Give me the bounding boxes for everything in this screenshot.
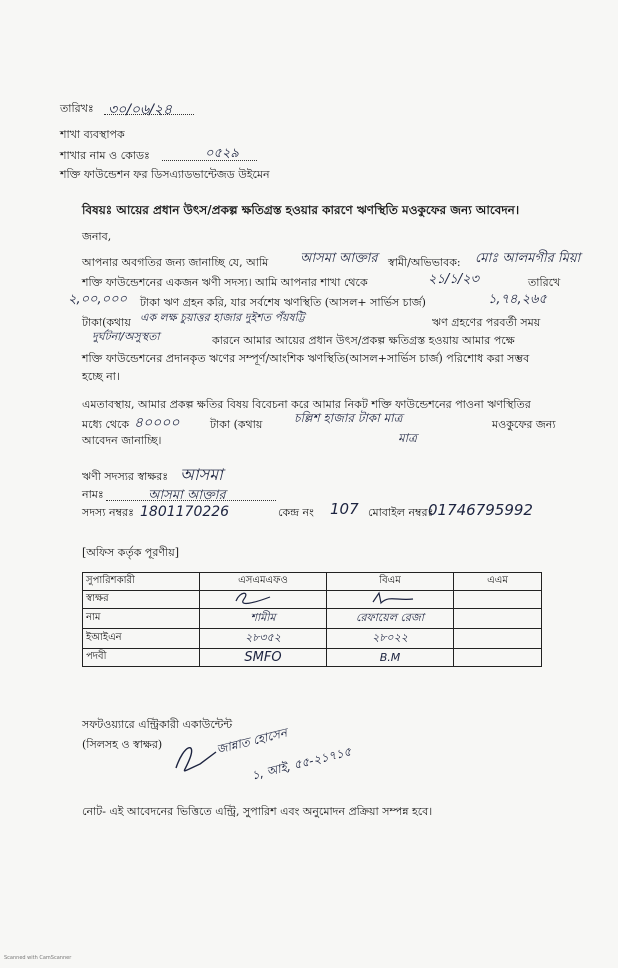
balance-handwritten: ১,৭৪,২৬৫: [488, 292, 547, 307]
subject: বিষয়ঃ আয়ের প্রধান উৎস/প্রকল্প ক্ষতিগ্রস্ত হওয়ার কারণে ঋণস্থিতি মওকুফের জন্য আবেদন।: [82, 203, 520, 217]
branch-value: ০৫২৯: [205, 146, 239, 161]
signature-cell: [454, 591, 542, 609]
guardian-name-handwritten: মোঃ আলমগীর মিয়া: [475, 251, 581, 266]
office-heading: [অফিস কর্তৃক পূরণীয়]: [82, 546, 179, 559]
member-name-handwritten: আসমা আক্তার: [300, 251, 378, 266]
bm-name: রেফায়েল রেজা: [327, 609, 454, 629]
table-row: [83, 591, 542, 609]
date-label: তারিখঃ: [60, 102, 94, 115]
accountant-name-handwritten: জান্নাত হোসেন: [215, 725, 289, 757]
row-label: ইআইএন: [83, 629, 200, 649]
waiver-amount-handwritten: ৪০০০০: [134, 415, 180, 431]
p1-line2-b: তারিখে: [528, 276, 561, 289]
p1-line5-b: কারনে আমার আয়ের প্রধান উৎস/প্রকল্প ক্ষতিগ্রস্ত হওয়ায় আমার পক্ষে: [212, 334, 515, 347]
am-name: [454, 609, 542, 629]
scanner-watermark: Scanned with CamScanner: [4, 955, 72, 961]
center-label: কেন্দ্র নং: [278, 506, 314, 519]
am-ein: [454, 629, 542, 649]
signature-cell: [327, 591, 454, 609]
salutation: জনাব,: [82, 230, 112, 243]
member-signature: আসমা: [180, 465, 223, 484]
member-number-label: সদস্য নম্বরঃ: [82, 506, 134, 519]
p1-line1-b: স্বামী/অভিভাবক:: [388, 256, 461, 269]
bm-designation: B.M: [327, 649, 454, 667]
branch-underline: [162, 160, 257, 161]
p2-line2-b: টাকা (কথায়: [210, 418, 263, 431]
bm-signature-icon: [369, 591, 429, 605]
smfo-signature-icon: [230, 591, 290, 605]
mobile-label: মোবাইল নম্বরঃ: [368, 506, 434, 519]
member-name-label: নামঃ: [82, 488, 104, 501]
column-header: বিএম: [327, 573, 454, 591]
table-row: [83, 609, 542, 629]
signature-cell: [200, 591, 327, 609]
am-designation: [454, 649, 542, 667]
software-line2: (সিলসহ ও স্বাক্ষর): [82, 738, 163, 751]
p2-line1: এমতাবস্থায়, আমার প্রকল্প ক্ষতির বিষয় বিবেচনা করে আমার নিকট শক্তি ফাউন্ডেশনের পাওনা ঋণস্থিতির: [82, 398, 531, 411]
waiver-words-continued: মাত্র: [398, 431, 417, 445]
table-row: [83, 649, 542, 667]
member-number-value: 1801170226: [140, 504, 230, 520]
waiver-words-handwritten: চল্লিশ হাজার টাকা মাত্র: [294, 411, 403, 425]
smfo-name: শামীম: [200, 609, 327, 629]
loan-amount-handwritten: ২,০০,০০০: [68, 292, 127, 307]
footer-note: নোট- এই আবেদনের ভিত্তিতে এন্ট্রি, সুপারিশ এবং অনুমোদন প্রক্রিয়া সম্পন্ন হবে।: [82, 805, 433, 818]
member-sign-label: ঋণী সদস্যর স্বাক্ষরঃ: [82, 470, 169, 483]
smfo-designation: SMFO: [200, 649, 327, 667]
p1-line3-a: টাকা ঋণ গ্রহন করি, যার সর্বশেষ ঋণস্থিতি (আসল+ সার্ভিস চার্জ): [140, 296, 426, 309]
org-line: শক্তি ফাউন্ডেশন ফর ডিসএ্যাডভান্টেজড উইমেন: [60, 168, 270, 181]
p1-line1-a: আপনার অবগতির জন্য জানাচ্ছি যে, আমি: [82, 256, 269, 269]
p1-line7: হচ্ছে না।: [82, 370, 120, 383]
p2-line2-c: মওকুফের জন্য: [492, 418, 556, 431]
software-line1: সফটওয়্যারে এন্ট্রিকারী একাউন্টেন্ট: [82, 718, 233, 731]
column-header: এসএমএফও: [200, 573, 327, 591]
center-value: 107: [330, 500, 359, 518]
p1-line4-a: টাকা(কথায়: [82, 316, 131, 329]
smfo-ein: ২৮৩৫২: [200, 629, 327, 649]
addressee: শাখা ব্যবস্থাপক: [60, 128, 125, 141]
balance-words-handwritten: এক লক্ষ চুয়াত্তর হাজার দুইশত পঁয়ষট্টি: [140, 311, 305, 324]
row-label: পদবী: [83, 649, 200, 667]
p2-line2-a: মধ্যে থেকে: [82, 418, 130, 431]
accountant-id-handwritten: ১, আই, ৫৫-২১৭১৫: [250, 744, 353, 783]
approval-table: [82, 572, 542, 667]
table-row: [83, 629, 542, 649]
branch-label: শাখার নাম ও কোডঃ: [60, 149, 150, 162]
bm-ein: ২৮০২২: [327, 629, 454, 649]
p1-line4-b: ঋণ গ্রহণের পরবর্তী সময়: [432, 316, 541, 329]
p1-line6: শক্তি ফাউন্ডেশনের প্রদানকৃত ঋণের সম্পূর্ণ/আংশিক ঋণস্থিতি(আসল+সার্ভিস চার্জ) পরিশোধ করা সম্ভব: [82, 352, 530, 365]
member-name-value: আসমা আক্তার: [148, 488, 226, 503]
mobile-value: 01746795992: [428, 501, 533, 519]
reason-handwritten: দুর্ঘটনা/অসুস্থতা: [92, 330, 160, 343]
loan-date-handwritten: ২১/১/২৩: [428, 272, 479, 287]
date-underline: [104, 114, 194, 115]
column-header: সুপারিশকারী: [83, 573, 200, 591]
p2-line3: আবেদন জানাচ্ছি।: [82, 434, 162, 447]
p1-line2-a: শক্তি ফাউন্ডেশনের একজন ঋণী সদস্য। আমি আপনার শাখা থেকে: [82, 276, 368, 289]
column-header: এএম: [454, 573, 542, 591]
date-value: ৩০/০৬/২৪: [108, 102, 173, 118]
approval-header-row: [83, 573, 542, 591]
row-label: নাম: [83, 609, 200, 629]
row-label: স্বাক্ষর: [83, 591, 200, 609]
